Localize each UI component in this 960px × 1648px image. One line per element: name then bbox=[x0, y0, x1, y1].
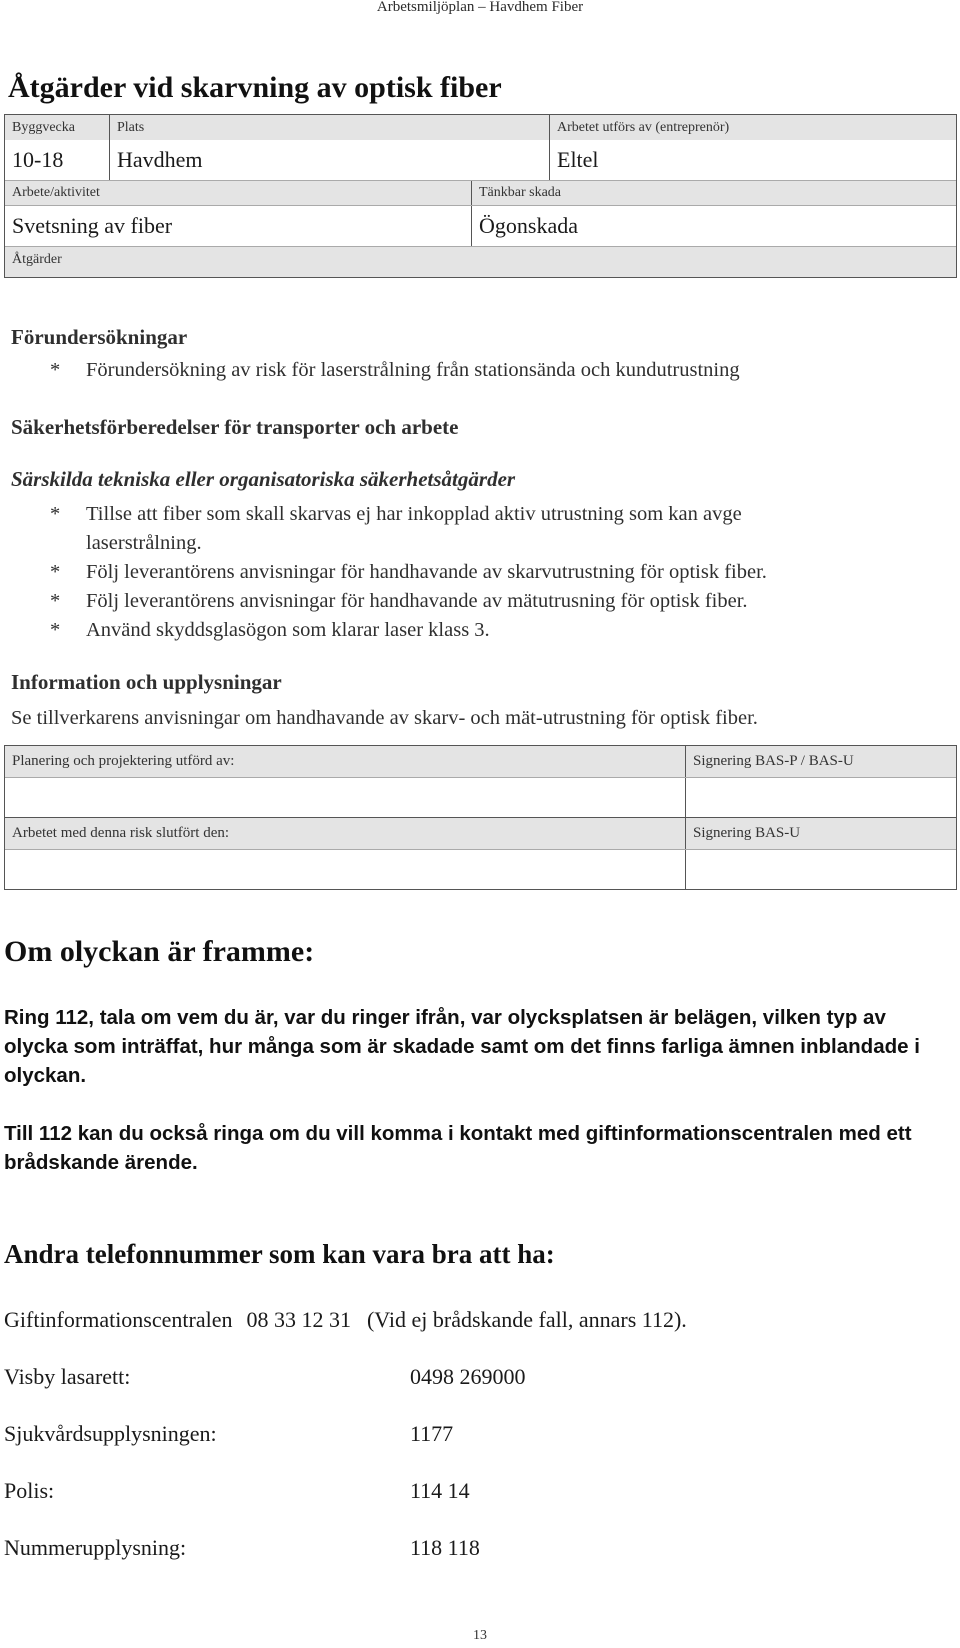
signing-label-row-2 bbox=[5, 817, 956, 849]
phone-name: Polis: bbox=[4, 1478, 55, 1503]
atgarder-label: Åtgärder bbox=[12, 252, 62, 267]
phone-name: Sjukvårdsupplysningen: bbox=[4, 1421, 217, 1446]
list-item: * Förundersökning av risk för laserstrålning från stationsända och kundutrustning bbox=[50, 359, 740, 381]
phone-number: 0498 269000 bbox=[410, 1364, 526, 1389]
list-item: * Använd skyddsglasögon som klarar laser klass 3. bbox=[50, 619, 490, 641]
signering-bas-pu-label: Signering BAS-P / BAS-U bbox=[693, 753, 854, 769]
atgarder-row bbox=[5, 246, 956, 277]
planering-field[interactable] bbox=[5, 778, 686, 817]
form-label-row bbox=[5, 115, 956, 140]
planering-label: Planering och projektering utförd av: bbox=[5, 746, 686, 777]
byggvecka-field[interactable]: 10-18 bbox=[5, 140, 110, 180]
page-number: 13 bbox=[473, 1628, 487, 1643]
phone-row bbox=[4, 1364, 526, 1390]
list-item: * Tillse att fiber som skall skarvas ej har inkopplad aktiv utrustning som kan avge bbox=[50, 503, 742, 525]
signering-bas-u-label: Signering BAS-U bbox=[693, 825, 801, 841]
signing-label-row bbox=[5, 746, 956, 777]
form-value-row bbox=[5, 140, 956, 180]
signering-bas-pu-field[interactable] bbox=[686, 778, 956, 817]
sakerhet-heading: Säkerhetsförberedelser för transporter och arbete bbox=[11, 415, 459, 439]
phone-name: Visby lasarett: bbox=[4, 1364, 131, 1389]
emergency-heading: Om olyckan är framme: bbox=[4, 935, 315, 968]
skada-label: Tänkbar skada bbox=[479, 185, 562, 200]
phones-heading: Andra telefonnummer som kan vara bra att ha: bbox=[4, 1239, 555, 1269]
info-text: Se tillverkarens anvisningar om handhavande av skarv- och mät-utrustning för optisk fiber. bbox=[11, 707, 758, 729]
running-header: Arbetsmiljöplan – Havdhem Fiber bbox=[376, 0, 584, 15]
phone-number: 08 33 12 31 bbox=[246, 1307, 351, 1332]
slutfort-label: Arbetet med denna risk slutfört den: bbox=[5, 818, 686, 849]
entreprenor-label: Arbetet utförs av (entreprenör) bbox=[557, 120, 730, 135]
work-form-table bbox=[4, 114, 957, 278]
list-item-continuation: laserstrålning. bbox=[86, 532, 202, 554]
phone-row bbox=[4, 1421, 454, 1447]
phone-name: Giftinformationscentralen bbox=[4, 1307, 233, 1332]
aktivitet-label: Arbete/aktivitet bbox=[5, 181, 472, 205]
phone-number: 118 118 bbox=[410, 1535, 480, 1560]
signing-value-row-2 bbox=[5, 849, 956, 889]
skada-field[interactable]: Ögonskada bbox=[479, 213, 578, 238]
signering-bas-u-field[interactable] bbox=[686, 850, 956, 889]
page-title: Åtgärder vid skarvning av optisk fiber bbox=[8, 71, 502, 104]
phone-number: 1177 bbox=[410, 1421, 454, 1446]
form-label-row-2 bbox=[5, 180, 956, 205]
aktivitet-field[interactable]: Svetsning av fiber bbox=[5, 206, 472, 246]
emergency-paragraph-2: Till 112 kan du också ringa om du vill komma i kontakt med giftinformationscentralen med ett brådskande ärende. bbox=[4, 1122, 912, 1174]
byggvecka-label: Byggvecka bbox=[5, 115, 110, 140]
plats-field[interactable]: Havdhem bbox=[110, 140, 550, 180]
signing-value-row bbox=[5, 777, 956, 817]
phone-row-giftinfo bbox=[4, 1307, 687, 1333]
info-heading: Information och upplysningar bbox=[11, 670, 282, 694]
list-item: * Följ leverantörens anvisningar för handhavande av mätutrusning för optisk fiber. bbox=[50, 590, 748, 612]
list-item: * Följ leverantörens anvisningar för handhavande av skarvutrustning för optisk fiber. bbox=[50, 561, 767, 583]
form-value-row-2 bbox=[5, 205, 956, 246]
phone-name: Nummerupplysning: bbox=[4, 1535, 187, 1560]
forundersokningar-heading: Förundersökningar bbox=[11, 325, 188, 349]
phone-row bbox=[4, 1535, 480, 1561]
emergency-paragraph: Ring 112, tala om vem du är, var du ringer ifrån, var olycksplatsen är belägen, vilken typ av olycka som inträffat, hur många som är skadade samt om det finns farliga ämnen inblandade i olyckan. bbox=[4, 1006, 920, 1087]
phone-note: (Vid ej brådskande fall, annars 112). bbox=[366, 1307, 687, 1332]
phone-number: 114 14 bbox=[410, 1478, 470, 1503]
signing-table bbox=[4, 745, 957, 890]
sarskilda-heading: Särskilda tekniska eller organisatoriska säkerhetsåtgärder bbox=[11, 467, 516, 491]
phone-row bbox=[4, 1478, 470, 1504]
plats-label: Plats bbox=[110, 115, 550, 140]
slutfort-field[interactable] bbox=[5, 850, 686, 889]
entreprenor-field[interactable]: Eltel bbox=[557, 147, 599, 172]
